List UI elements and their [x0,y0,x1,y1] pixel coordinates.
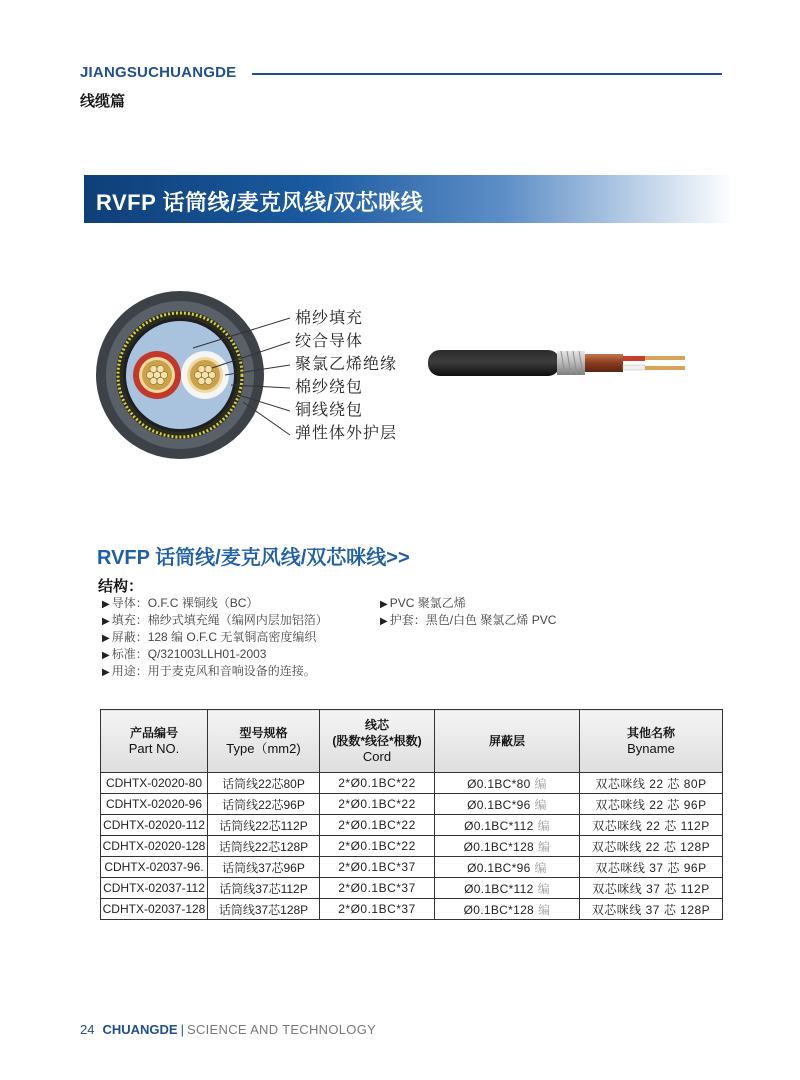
header-cord: 线芯 (股数*线径*根数) Cord [320,710,435,773]
shield-unit: 编 [538,839,551,854]
list-item: ▶ 填充：棉纱式填充绳（编网内层加铝箔） [102,613,328,627]
layer-label: 棉纱填充 [295,310,364,327]
triangle-bullet-icon: ▶ [102,667,110,678]
footer-separator: | [180,1022,184,1037]
page-footer [80,1022,376,1037]
shield-unit: 编 [537,881,550,896]
footer-brand: CHUANGDE [102,1022,178,1037]
section-subtitle: RVFP 话筒线/麦克风线/双芯咪线>> [97,547,410,569]
header-byname: 其他名称 Byname [580,710,723,773]
page-title: RVFP 话筒线/麦克风线/双芯咪线 [96,190,424,215]
cell-cord: 2*Ø0.1BC*22 [320,836,435,857]
cell-type: 话筒线37芯128P [208,899,320,920]
triangle-bullet-icon: ▶ [102,633,110,644]
cell-shield: Ø0.1BC*128 编 [435,836,580,857]
list-item: ▶ 屏蔽：128 编 O.F.C 无氧铜高密度编织 [102,630,317,644]
triangle-bullet-icon: ▶ [380,616,388,627]
cell-shield: Ø0.1BC*112 编 [435,815,580,836]
cell-type: 话筒线22芯128P [208,836,320,857]
cell-cord: 2*Ø0.1BC*37 [320,878,435,899]
shield-unit: 编 [537,818,550,833]
shield-unit: 编 [534,776,547,791]
cell-shield: Ø0.1BC*112 编 [435,878,580,899]
layer-label: 铜线绕包 [295,402,364,419]
cell-cord: 2*Ø0.1BC*37 [320,857,435,878]
table-row [101,899,723,920]
cell-part-no: CDHTX-02020-80 [101,773,208,794]
layer-labels [295,307,397,445]
header-part-no: 产品编号 Part NO. [101,710,208,773]
header-shield: 屏蔽层 [435,710,580,773]
triangle-bullet-icon: ▶ [102,616,110,627]
table-row [101,857,723,878]
cell-shield: Ø0.1BC*128 编 [435,899,580,920]
cell-cord: 2*Ø0.1BC*37 [320,899,435,920]
cell-byname: 双芯咪线 22 芯 80P [580,773,723,794]
list-item: ▶ 标准：Q/321003LLH01-2003 [102,647,267,661]
shield-unit: 编 [538,902,551,917]
cell-byname: 双芯咪线 37 芯 112P [580,878,723,899]
cell-byname: 双芯咪线 37 芯 96P [580,857,723,878]
cell-byname: 双芯咪线 37 芯 128P [580,899,723,920]
table-row [101,773,723,794]
list-item: ▶ 导体：O.F.C 裸铜线（BC） [102,596,259,610]
header-type: 型号规格 Type（mm2) [208,710,320,773]
brand-name: JIANGSUCHUANGDE [80,64,237,81]
cell-type: 话筒线22芯80P [208,773,320,794]
spec-table [100,709,723,920]
section-label: 线缆篇 [80,93,126,110]
table-row [101,794,723,815]
cell-byname: 双芯咪线 22 芯 128P [580,836,723,857]
cell-byname: 双芯咪线 22 芯 112P [580,815,723,836]
layer-label: 弹性体外护层 [295,425,398,442]
triangle-bullet-icon: ▶ [102,599,110,610]
cable-side-view [425,343,695,383]
list-item: ▶ 护套：黑色/白色 聚氯乙烯 PVC [380,613,557,627]
structure-list-left [102,595,328,680]
structure-list-right [380,595,556,629]
table-row [101,878,723,899]
cell-type: 话筒线22芯96P [208,794,320,815]
triangle-bullet-icon: ▶ [380,599,388,610]
cell-cord: 2*Ø0.1BC*22 [320,773,435,794]
table-row [101,836,723,857]
cell-type: 话筒线22芯112P [208,815,320,836]
list-item: ▶ 用途：用于麦克风和音响设备的连接。 [102,664,316,678]
cell-part-no: CDHTX-02037-96. [101,857,208,878]
cell-type: 话筒线37芯96P [208,857,320,878]
shield-unit: 编 [534,860,547,875]
cell-part-no: CDHTX-02037-128 [101,899,208,920]
cell-part-no: CDHTX-02020-112 [101,815,208,836]
layer-label: 棉纱绕包 [295,379,364,396]
structure-title: 结构： [98,578,144,595]
cell-part-no: CDHTX-02037-112 [101,878,208,899]
cell-shield: Ø0.1BC*80 编 [435,773,580,794]
cell-shield: Ø0.1BC*96 编 [435,857,580,878]
layer-label: 聚氯乙烯绝缘 [295,356,398,373]
cell-part-no: CDHTX-02020-128 [101,836,208,857]
cell-byname: 双芯咪线 22 芯 96P [580,794,723,815]
shield-unit: 编 [534,797,547,812]
cell-cord: 2*Ø0.1BC*22 [320,815,435,836]
header-rule [252,73,722,75]
triangle-bullet-icon: ▶ [102,650,110,661]
table-header-row [101,710,723,773]
list-item: ▶ PVC 聚氯乙烯 [380,596,466,610]
table-row [101,815,723,836]
footer-tagline: SCIENCE AND TECHNOLOGY [186,1022,377,1037]
cell-type: 话筒线37芯112P [208,878,320,899]
cell-shield: Ø0.1BC*96 编 [435,794,580,815]
layer-label: 绞合导体 [295,333,364,350]
cell-cord: 2*Ø0.1BC*22 [320,794,435,815]
page-number: 24 [80,1022,95,1037]
cell-part-no: CDHTX-02020-96 [101,794,208,815]
